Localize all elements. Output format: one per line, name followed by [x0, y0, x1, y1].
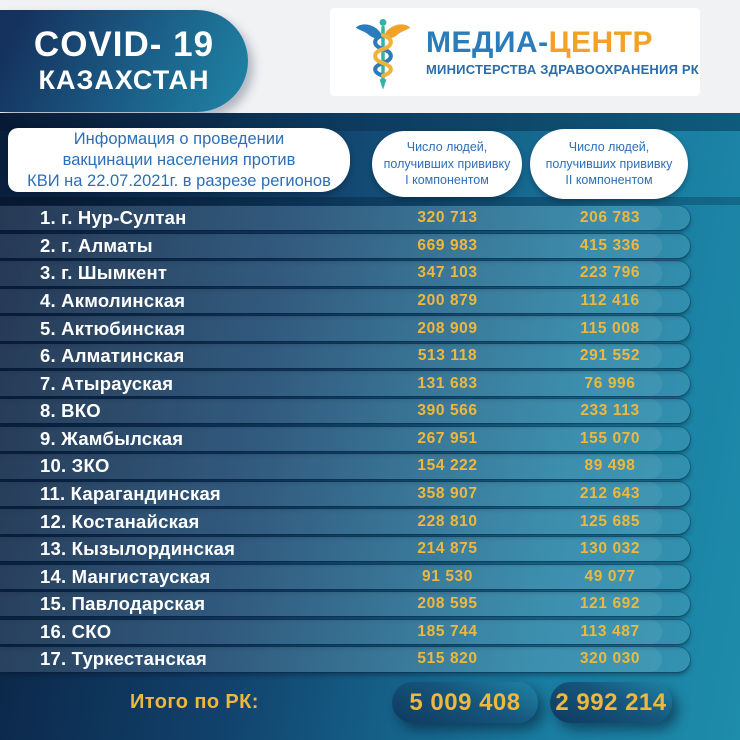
region-label: 11. Карагандинская: [40, 482, 221, 504]
col2-line3: II компонентом: [565, 173, 653, 188]
region-label: 16. СКО: [40, 620, 112, 642]
totals-label: Итого по РК:: [130, 691, 259, 713]
table-row: [0, 206, 690, 230]
column-header-component-2: [530, 129, 688, 199]
logo-subtitle: МИНИСТЕРСТВА ЗДРАВООХРАНЕНИЯ РК: [426, 62, 699, 77]
info-box: [8, 128, 350, 192]
component-1-value: 228 810: [417, 512, 478, 530]
table-row: [0, 454, 690, 478]
col2-line2: получивших прививку: [545, 156, 673, 171]
badge-title: COVID- 19: [33, 25, 215, 64]
component-2-value: 113 487: [580, 622, 640, 640]
table-row: [0, 234, 690, 258]
component-2-value: 76 996: [584, 374, 636, 392]
component-1-value: 200 879: [417, 291, 478, 309]
component-1-value: 515 820: [417, 650, 478, 668]
table-row: [0, 592, 690, 616]
table-row: [0, 399, 690, 423]
total-capsule-component-2: [550, 682, 672, 723]
component-2-value: 320 030: [579, 650, 641, 668]
total-value-component-2: 2 992 214: [555, 688, 667, 716]
region-label: 8. ВКО: [40, 400, 101, 422]
component-1-value: 267 951: [417, 429, 478, 447]
region-label: 6. Алматинская: [40, 345, 185, 367]
component-2-value: 206 783: [579, 209, 641, 227]
media-center-logo: [330, 8, 700, 96]
component-1-value: 669 983: [417, 236, 478, 254]
col1-line2: получивших прививку: [383, 156, 511, 171]
component-2-value: 112 416: [580, 291, 640, 309]
component-1-value: 513 118: [417, 347, 478, 365]
logo-text-block: [426, 27, 699, 77]
region-label: 2. г. Алматы: [40, 234, 153, 256]
region-label: 12. Костанайская: [40, 510, 200, 532]
covid-kazakhstan-badge: [0, 10, 248, 112]
region-label: 10. ЗКО: [40, 455, 110, 477]
table-row: [0, 620, 690, 644]
component-2-value: 89 498: [584, 457, 636, 475]
component-2-value: 415 336: [579, 236, 641, 254]
component-1-value: 390 566: [417, 402, 478, 420]
region-label: 14. Мангистауская: [40, 565, 211, 587]
component-1-value: 214 875: [417, 540, 478, 558]
region-label: 1. г. Нур-Султан: [40, 207, 187, 229]
table-row: [0, 565, 690, 589]
table-row: [0, 316, 690, 340]
component-1-value: 131 683: [417, 374, 478, 392]
component-1-value: 154 222: [417, 457, 478, 475]
badge-subtitle: КАЗАХСТАН: [38, 65, 210, 95]
main-background: [0, 113, 740, 740]
component-1-value: 358 907: [417, 484, 478, 502]
region-label: 5. Актюбинская: [40, 317, 186, 339]
info-line-2: вакцинации населения против: [62, 150, 296, 169]
region-label: 7. Атырауская: [40, 372, 174, 394]
component-1-value: 208 909: [417, 319, 478, 337]
col1-line3: I компонентом: [405, 173, 489, 188]
table-row: [0, 482, 690, 506]
region-label: 4. Акмолинская: [40, 289, 186, 311]
table-row: [0, 537, 690, 561]
component-2-value: 155 070: [579, 429, 641, 447]
component-2-value: 49 077: [584, 567, 636, 585]
info-line-3: КВИ на 22.07.2021г. в разрезе регионов: [27, 171, 331, 190]
component-1-value: 91 530: [421, 567, 473, 585]
component-2-value: 121 692: [579, 595, 641, 613]
region-label: 17. Туркестанская: [40, 648, 207, 670]
total-value-component-1: 5 009 408: [409, 688, 521, 716]
component-2-value: 130 032: [579, 540, 641, 558]
region-label: 13. Кызылординская: [40, 538, 236, 560]
component-1-value: 347 103: [417, 264, 478, 282]
table-row: [0, 261, 690, 285]
caduceus-icon: [354, 14, 412, 90]
info-line-1: Информация о проведении: [73, 129, 285, 148]
component-2-value: 233 113: [580, 402, 640, 420]
logo-title-center: ЦЕНТР: [548, 26, 654, 59]
component-2-value: 291 552: [579, 347, 641, 365]
region-label: 15. Павлодарская: [40, 593, 206, 615]
component-2-value: 212 643: [579, 484, 641, 502]
component-2-value: 125 685: [579, 512, 641, 530]
table-row: [0, 344, 690, 368]
col2-line1: Число людей,: [568, 140, 650, 155]
logo-title-media: МЕДИА-: [426, 26, 549, 59]
table-row: [0, 647, 690, 671]
column-header-component-1: [372, 131, 522, 197]
total-capsule-component-1: [392, 682, 538, 723]
component-2-value: 115 008: [580, 319, 640, 337]
component-1-value: 185 744: [417, 622, 478, 640]
table-row: [0, 427, 690, 451]
region-label: 3. г. Шымкент: [40, 262, 168, 284]
regions-table: [0, 206, 740, 675]
region-label: 9. Жамбылская: [40, 427, 184, 449]
logo-title: [426, 27, 699, 59]
col1-line1: Число людей,: [406, 140, 488, 155]
component-1-value: 320 713: [417, 209, 478, 227]
component-1-value: 208 595: [417, 595, 478, 613]
table-row: [0, 509, 690, 533]
table-row: [0, 371, 690, 395]
table-row: [0, 289, 690, 313]
component-2-value: 223 796: [579, 264, 641, 282]
